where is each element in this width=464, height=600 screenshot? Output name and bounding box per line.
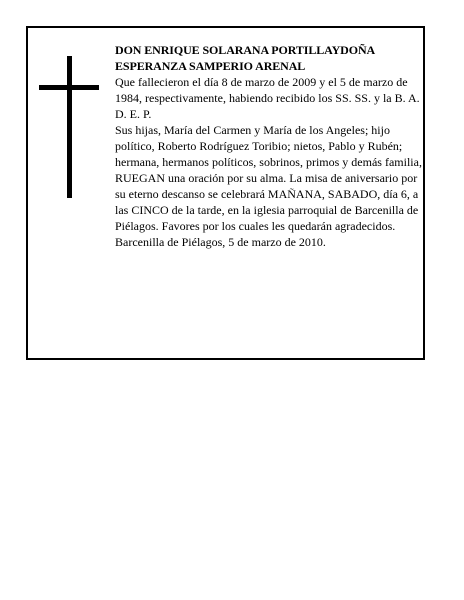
place-date-line: Barcenilla de Piélagos, 5 de marzo de 2010.: [115, 235, 326, 249]
mass-announcement-paragraph: RUEGAN una oración por su alma. La misa de aniversario por su eterno descanso se celebrará MAÑANA, SABADO, día 6, a las CINCO de la tarde, en la iglesia parroquial de Barcenilla de Piélagos. Favores por los cuales les quedarán agradecidos.: [115, 171, 419, 233]
family-paragraph: Sus hijas, María del Carmen y María de los Angeles; hijo político, Roberto Rodríguez Toribio; nietos, Pablo y Rubén; hermana, hermanos políticos, sobrinos, primos y demás familia,: [115, 123, 422, 169]
cross-icon-horizontal-bar: [39, 85, 99, 90]
rip-line: D. E. P.: [115, 107, 152, 121]
obituary-text: [115, 42, 423, 250]
cross-icon-vertical-bar: [67, 56, 72, 198]
death-details-paragraph: Que fallecieron el día 8 de marzo de 2009 y el 5 de marzo de 1984, respectivamente, habiendo recibido los SS. SS. y la B. A.: [115, 75, 420, 105]
obituary-notice: [26, 26, 425, 360]
deceased-names-title: DON ENRIQUE SOLARANA PORTILLAYDOÑA ESPERANZA SAMPERIO ARENAL: [115, 43, 375, 73]
